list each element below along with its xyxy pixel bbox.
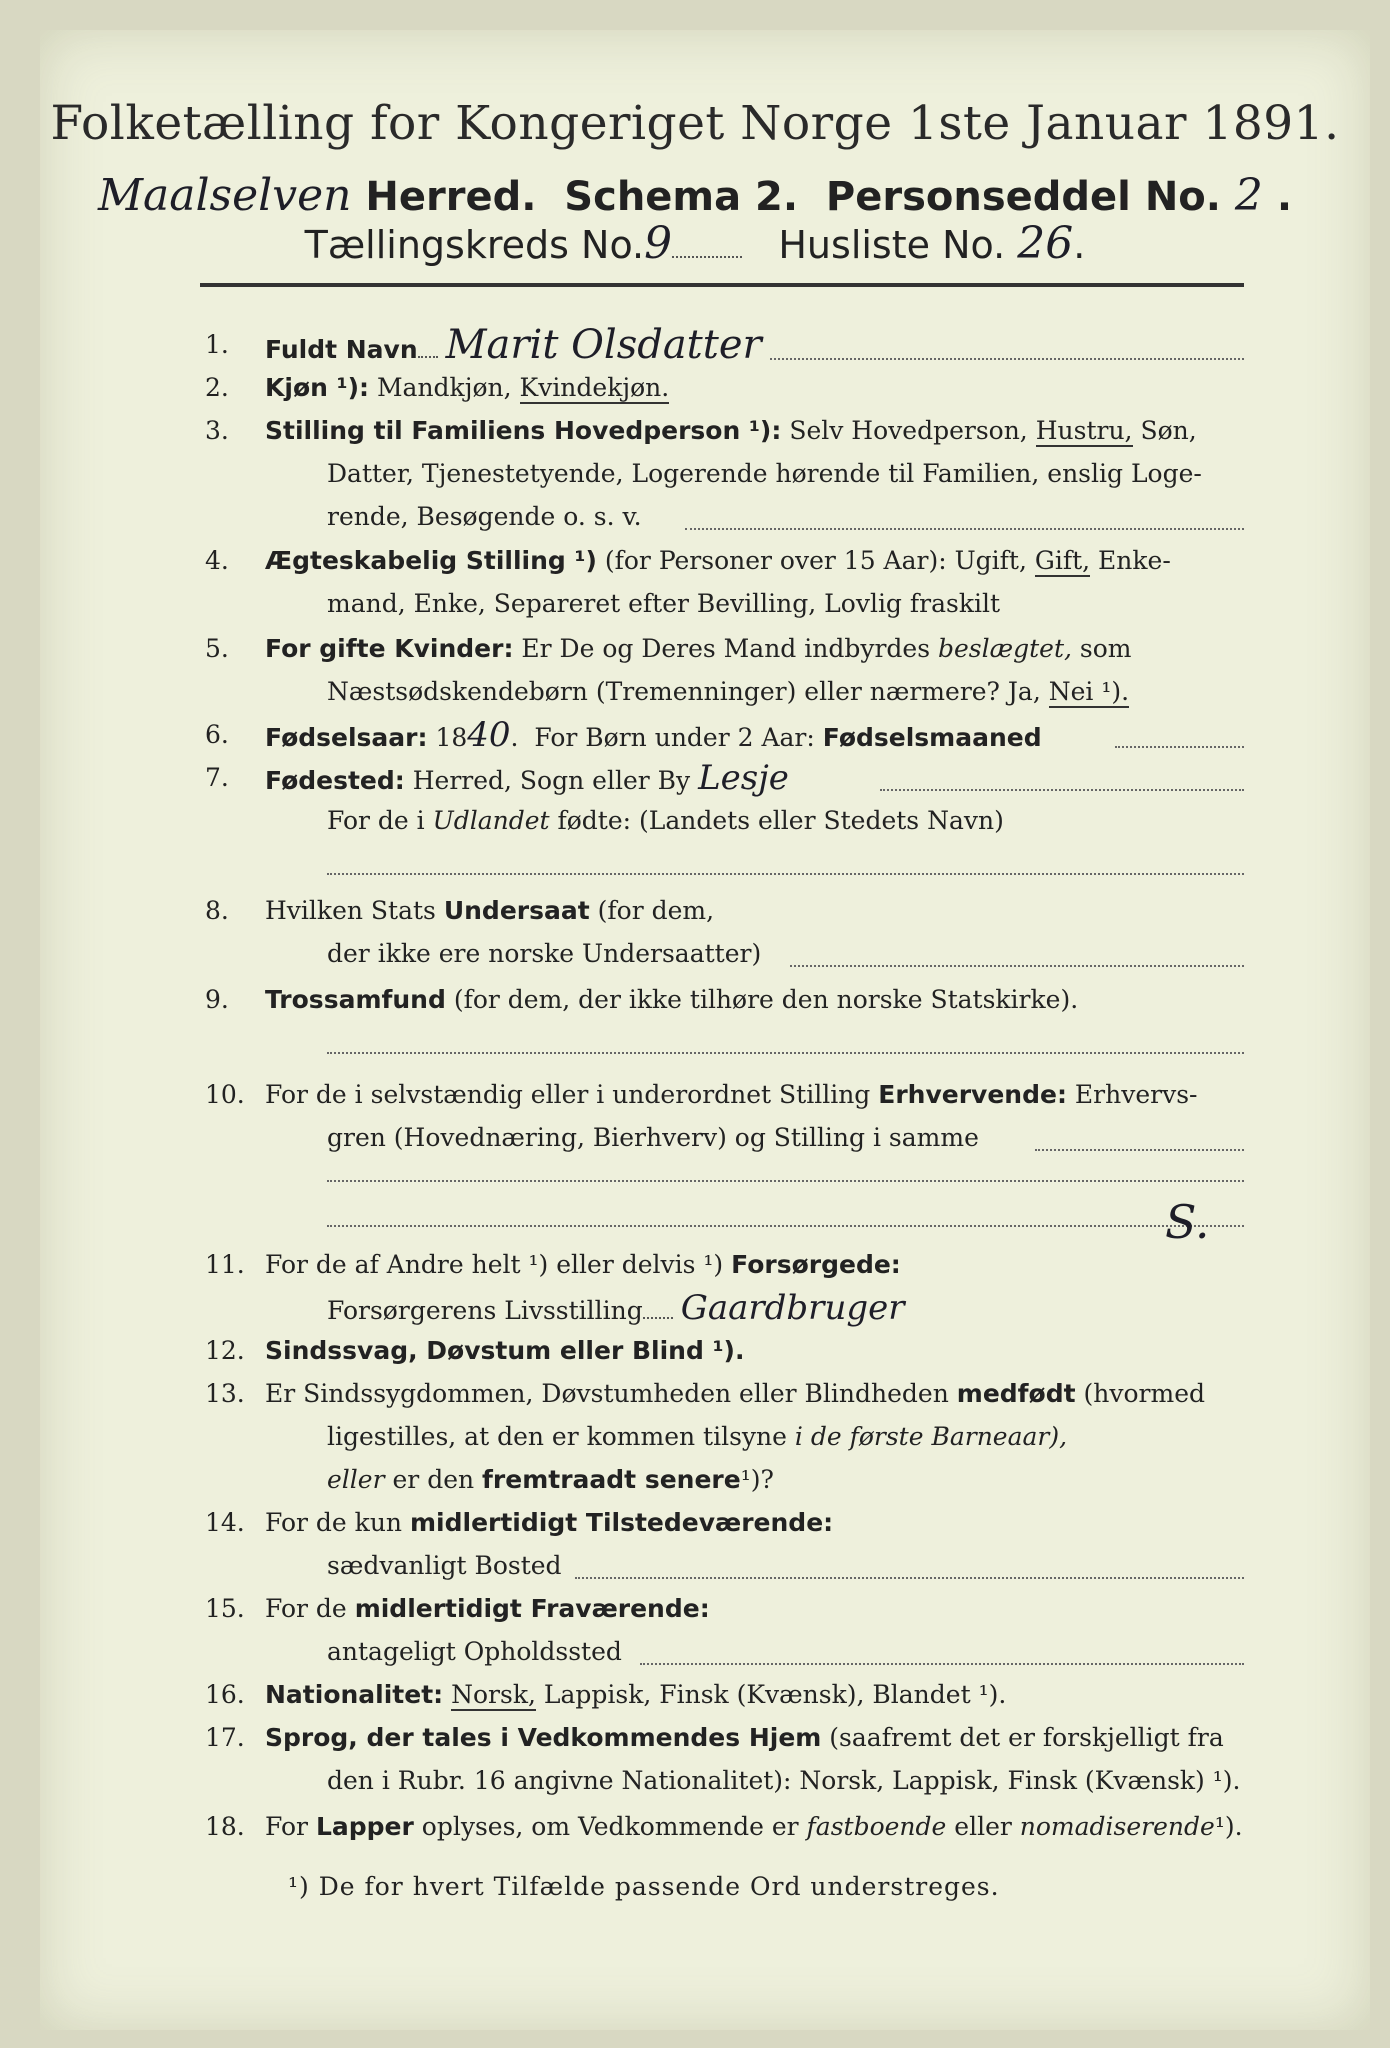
item-9-label: Trossamfund — [265, 985, 446, 1014]
item-6: Fødselsaar: 1840. For Børn under 2 Aar: Fødselsmaaned — [265, 715, 1042, 755]
item-16-number: 16. — [205, 1680, 245, 1709]
item-17 — [265, 1723, 1224, 1753]
item-3-underlined: Hustru, — [1035, 416, 1133, 445]
item-18-number: 18. — [205, 1812, 245, 1841]
item-13-text-a: Er Sindssygdommen, Døvstumheden eller Blindheden — [265, 1379, 949, 1408]
personseddel-label: Personseddel No. — [825, 174, 1221, 220]
item-7-number: 7. — [205, 763, 229, 792]
item-14-text-a: For de kun — [265, 1508, 403, 1537]
item-11-number: 11. — [205, 1250, 245, 1279]
item-18-italic-1: fastboende — [806, 1812, 947, 1841]
item-4-number: 4. — [205, 546, 229, 575]
birth-year-value: 40 — [467, 715, 511, 755]
item-4-underlined: Gift, — [1034, 546, 1091, 575]
item-3-number: 3. — [205, 416, 229, 445]
item-4 — [265, 546, 1171, 576]
kreds-row: Tællingskreds No.9 Husliste No. 26. — [304, 218, 1086, 269]
item-2-underlined: Kvindekjøn. — [519, 373, 670, 402]
husliste-number: 26 — [1017, 218, 1074, 269]
item-13-label: medfødt — [956, 1379, 1076, 1408]
item-9 — [265, 985, 1078, 1015]
item-5-number: 5. — [205, 634, 229, 663]
item-12-label: Sindssvag, Døvstum eller Blind ¹). — [265, 1336, 745, 1365]
item-1-number: 1. — [205, 330, 229, 359]
item-14-line-2: sædvanligt Bosted — [327, 1551, 562, 1580]
item-11-label: Forsørgede: — [731, 1250, 901, 1279]
item-3-line-2: Datter, Tjenestetyende, Logerende hørende til Familien, enslig Loge- — [327, 459, 1202, 488]
item-5-line-2-text: Næstsødskendebørn (Tremenninger) eller nærmere? Ja, — [327, 677, 1041, 706]
birthplace-value: Lesje — [698, 758, 789, 798]
header-rule — [200, 283, 1244, 287]
item-6-label: Fødselsaar: — [265, 723, 428, 752]
item-7-line-2-a: For de i — [327, 806, 425, 835]
item-13-line-2-a: ligestilles, at den er kommen tilsyne — [327, 1422, 787, 1451]
item-18-label: Lapper — [315, 1812, 414, 1841]
item-8-label: Undersaat — [443, 896, 590, 925]
item-13-text-b: (hvormed — [1083, 1379, 1206, 1408]
item-2 — [265, 373, 669, 403]
item-10-text-b: Erhvervs- — [1074, 1080, 1198, 1109]
item-6-number: 6. — [205, 720, 229, 749]
item-16-text-a: Lappisk, Finsk (Kvænsk), Blandet ¹). — [543, 1680, 1007, 1709]
herred-name: Maalselven — [97, 170, 352, 221]
item-13-number: 13. — [205, 1379, 245, 1408]
item-7-line-2 — [327, 806, 1004, 836]
item-5-label: For gifte Kvinder: — [265, 634, 514, 663]
item-4-line-2: mand, Enke, Separeret efter Bevilling, Lovlig fraskilt — [327, 589, 1001, 618]
item-17-text-a: (saafremt det er forskjelligt fra — [829, 1723, 1224, 1752]
item-7-line-2-b: fødte: (Landets eller Stedets Navn) — [557, 806, 1004, 835]
item-18-text-b: oplyses, om Vedkommende er — [421, 1812, 799, 1841]
item-15-number: 15. — [205, 1594, 245, 1623]
item-17-label: Sprog, der tales i Vedkommendes Hjem — [265, 1723, 822, 1752]
item-6-label-2: Fødselsmaaned — [822, 723, 1042, 752]
item-8-line-2: der ikke ere norske Undersaatter) — [327, 939, 762, 968]
item-16-underlined: Norsk, — [451, 1680, 536, 1709]
item-10-label: Erhvervende: — [878, 1080, 1067, 1109]
item-3-text-a: Selv Hovedperson, — [789, 416, 1028, 445]
item-15-text-a: For de — [265, 1594, 347, 1623]
item-13-line-2-italic: i de første Barneaar), — [794, 1422, 1068, 1451]
item-4-text-b: Enke- — [1098, 546, 1171, 575]
herred-label: Herred. — [365, 174, 537, 220]
item-3-line-3: rende, Besøgende o. s. v. — [327, 502, 642, 531]
item-18-text-d: ¹). — [1214, 1812, 1243, 1841]
item-3 — [265, 416, 1197, 446]
item-10 — [265, 1080, 1197, 1110]
item-13-line-3-label: fremtraadt senere — [482, 1465, 741, 1494]
item-7-label: Fødested: — [265, 766, 405, 795]
item-11-line-2 — [327, 1288, 905, 1328]
item-15-label: midlertidigt Fraværende: — [354, 1594, 710, 1623]
item-14-label: midlertidigt Tilstedeværende: — [409, 1508, 834, 1537]
item-15 — [265, 1594, 710, 1624]
personseddel-number: 2 — [1234, 170, 1263, 221]
form-title: Folketælling for Kongeriget Norge 1ste Januar 1891. — [50, 96, 1340, 151]
item-18-text-c: eller — [954, 1812, 1012, 1841]
item-13-line-3-b: ¹)? — [740, 1465, 774, 1494]
item-9-text-a: (for dem, der ikke tilhøre den norske Statskirke). — [453, 985, 1079, 1014]
item-4-text-a: (for Personer over 15 Aar): Ugift, — [604, 546, 1027, 575]
item-13-line-2 — [327, 1422, 1067, 1452]
item-5-line-2 — [327, 677, 1129, 707]
item-13-line-3-italic: eller — [327, 1465, 385, 1494]
item-11-text-a: For de af Andre helt ¹) eller delvis ¹) — [265, 1250, 724, 1279]
item-18-italic-2: nomadiserende — [1019, 1812, 1215, 1841]
footnote: ¹) De for hvert Tilfælde passende Ord understreges. — [288, 1872, 1000, 1901]
item-16-label: Nationalitet: — [265, 1680, 444, 1709]
item-5-text-a: Er De og Deres Mand indbyrdes — [521, 634, 931, 663]
item-10-line-2: gren (Hovednæring, Bierhverv) og Stilling i samme — [327, 1123, 979, 1152]
item-14 — [265, 1508, 833, 1538]
item-5-italic: beslægtet, — [938, 634, 1072, 663]
item-10-text-a: For de i selvstændig eller i underordnet Stilling — [265, 1080, 871, 1109]
item-15-line-2: antageligt Opholdssted — [327, 1637, 622, 1666]
item-4-label: Ægteskabelig Stilling ¹) — [265, 546, 597, 575]
item-17-number: 17. — [205, 1723, 245, 1752]
provider-occupation-value: Gaardbruger — [680, 1288, 905, 1328]
husliste-label: Husliste No. — [778, 223, 1006, 267]
item-11-line-2-text: Forsørgerens Livsstilling — [327, 1296, 643, 1325]
birth-year-prefix: 18 — [435, 723, 468, 752]
handwritten-mark: S. — [1165, 1195, 1210, 1249]
item-5-text-b: som — [1079, 634, 1132, 663]
item-9-number: 9. — [205, 985, 229, 1014]
item-7 — [265, 758, 789, 798]
item-8-text-b: (for dem, — [597, 896, 715, 925]
item-13-line-3-a: er den — [392, 1465, 475, 1494]
item-6-text-a: For Børn under 2 Aar: — [534, 723, 815, 752]
full-name-value: Marit Olsdatter — [445, 322, 762, 368]
item-13-line-3 — [327, 1465, 774, 1495]
herred-row: Maalselven Herred. Schema 2. Personseddel No. 2 . — [97, 170, 1293, 221]
item-8-number: 8. — [205, 896, 229, 925]
item-2-text: Mandkjøn, — [376, 373, 512, 402]
item-3-text-b: Søn, — [1140, 416, 1197, 445]
schema-label: Schema 2. — [564, 174, 799, 220]
item-3-label: Stilling til Familiens Hovedperson ¹): — [265, 416, 782, 445]
item-16 — [265, 1680, 1006, 1710]
item-17-line-2: den i Rubr. 16 angivne Nationalitet): Norsk, Lappisk, Finsk (Kvænsk) ¹). — [327, 1766, 1241, 1795]
item-18 — [265, 1812, 1243, 1842]
item-5 — [265, 634, 1132, 664]
item-14-number: 14. — [205, 1508, 245, 1537]
item-1-label: Fuldt Navn — [265, 335, 418, 364]
kreds-number: 9 — [644, 218, 673, 269]
item-5-underlined: Nei ¹). — [1048, 677, 1130, 706]
item-2-label: Kjøn ¹): — [265, 373, 369, 402]
item-18-text-a: For — [265, 1812, 308, 1841]
item-2-number: 2. — [205, 373, 229, 402]
item-7-line-2-italic: Udlandet — [432, 806, 550, 835]
item-8-text-a: Hvilken Stats — [265, 896, 436, 925]
item-11 — [265, 1250, 901, 1280]
item-8 — [265, 896, 714, 926]
item-13 — [265, 1379, 1205, 1409]
kreds-label: Tællingskreds No. — [304, 223, 645, 267]
item-7-text-a: Herred, Sogn eller By — [412, 766, 691, 795]
item-1 — [265, 322, 762, 368]
item-10-number: 10. — [205, 1080, 245, 1109]
item-12-number: 12. — [205, 1336, 245, 1365]
